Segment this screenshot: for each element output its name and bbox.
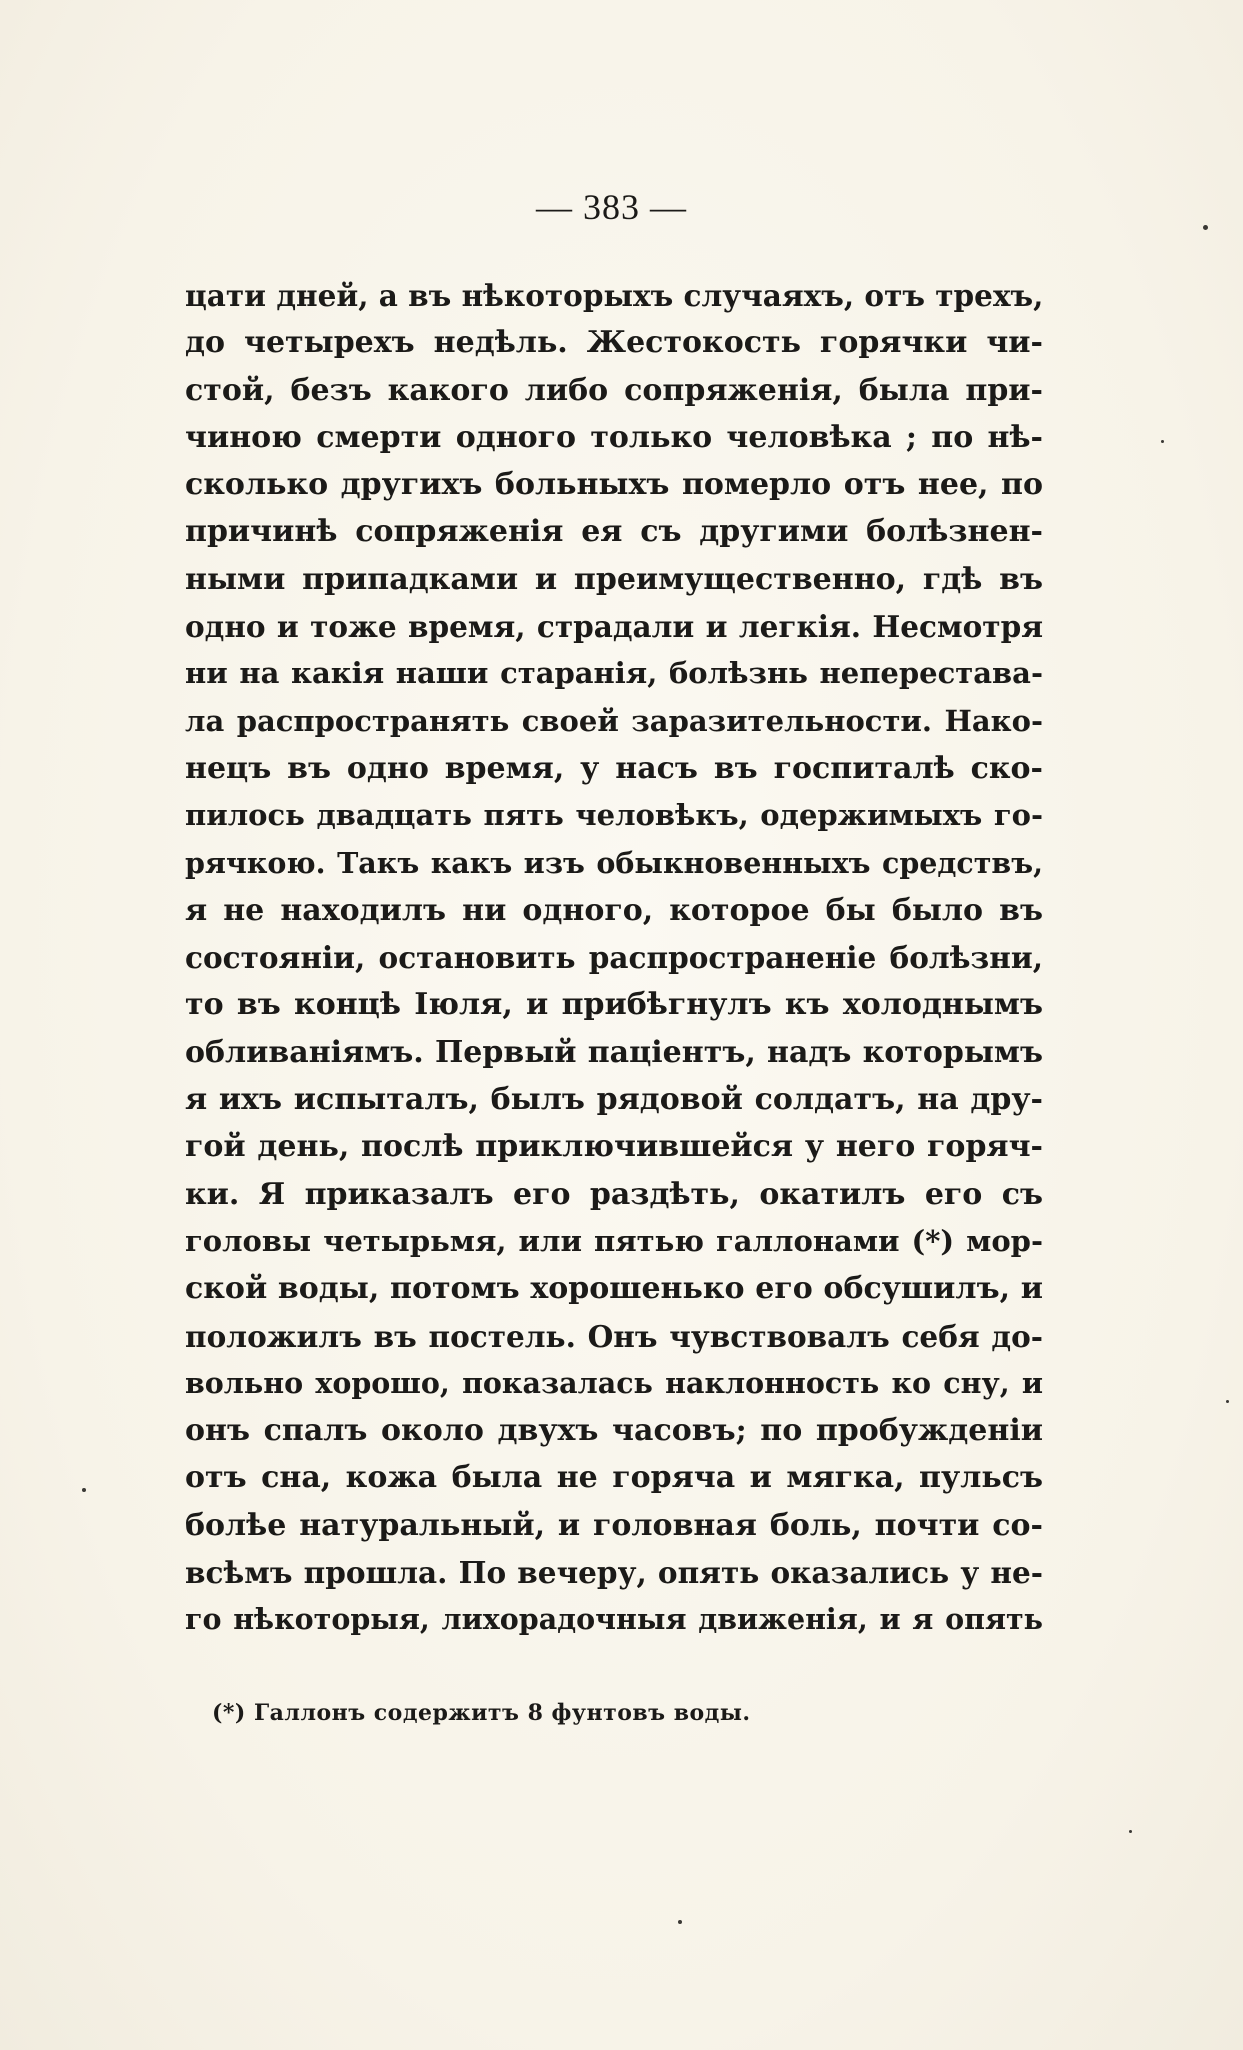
text-line: обливаніямъ. Первый паціентъ, надъ которымъ — [185, 1034, 1043, 1070]
text-line: пилось двадцать пять человѣкъ, одержимыхъ го- — [185, 798, 1043, 833]
text-line: ки. Я приказалъ его раздѣть, окатилъ его съ — [185, 1176, 1043, 1212]
scan-speck — [1203, 225, 1208, 230]
text-line: ни на какія наши старанія, болѣзнь неперестава- — [185, 656, 1043, 691]
text-line: чиною смерти одного только человѣка ; по нѣ- — [185, 419, 1043, 455]
text-line: сколько другихъ больныхъ померло отъ нее, по — [185, 467, 1043, 503]
text-line: я не находилъ ни одного, которое бы было въ — [185, 892, 1043, 928]
text-line: рячкою. Такъ какъ изъ обыкновенныхъ средствъ, — [185, 845, 1043, 880]
body-text — [185, 272, 1043, 1644]
text-line: головы четырьмя, или пятью галлонами (*) мор- — [185, 1223, 1043, 1258]
text-line: го нѣкоторыя, лихорадочныя движенія, и я опять — [185, 1602, 1043, 1637]
scan-speck — [1161, 440, 1164, 443]
text-line: положилъ въ постель. Онъ чувствовалъ себя до- — [185, 1318, 1043, 1354]
page-number: — 383 — — [536, 187, 687, 227]
text-line: цати дней, а въ нѣкоторыхъ случаяхъ, отъ трехъ, — [185, 278, 1043, 313]
text-line: причинѣ сопряженія ея съ другими болѣзнен- — [185, 514, 1043, 550]
text-line: состояніи, остановить распространеніе болѣзни, — [185, 940, 1043, 976]
text-line: всѣмъ прошла. По вечеру, опять оказались у не- — [185, 1555, 1043, 1591]
footnote: (*) Галлонъ содержитъ 8 фунтовъ воды. — [212, 1700, 751, 1726]
scan-speck — [678, 1920, 682, 1924]
text-line: онъ спалъ около двухъ часовъ; по пробужденіи — [185, 1413, 1043, 1449]
text-line: я ихъ испыталъ, былъ рядовой солдатъ, на дру- — [185, 1082, 1043, 1118]
text-line: ла распространять своей заразительности. Нако- — [185, 703, 1043, 738]
scan-speck — [82, 1488, 86, 1492]
scan-speck — [1226, 1400, 1229, 1403]
text-line: ской воды, потомъ хорошенько его обсушилъ, и — [185, 1271, 1043, 1307]
text-line: нецъ въ одно время, у насъ въ госпиталѣ ско- — [185, 750, 1043, 786]
text-line: одно и тоже время, страдали и легкія. Несмотря — [185, 609, 1043, 645]
text-line: болѣе натуральный, и головная боль, почти со- — [185, 1507, 1043, 1543]
text-line: до четырехъ недѣль. Жестокость горячки чи- — [185, 325, 1043, 361]
text-line: отъ сна, кожа была не горяча и мягка, пульсъ — [185, 1460, 1043, 1496]
text-line: гой день, послѣ приключившейся у него горяч- — [185, 1129, 1043, 1165]
scan-speck — [1129, 1830, 1132, 1833]
text-line: вольно хорошо, показалась наклонность ко сну, и — [185, 1365, 1043, 1400]
text-line: то въ концѣ Іюля, и прибѣгнулъ къ холоднымъ — [185, 987, 1043, 1023]
text-line: стой, безъ какого либо сопряженія, была при- — [185, 372, 1043, 408]
text-line: ными припадками и преимущественно, гдѣ въ — [185, 561, 1043, 597]
